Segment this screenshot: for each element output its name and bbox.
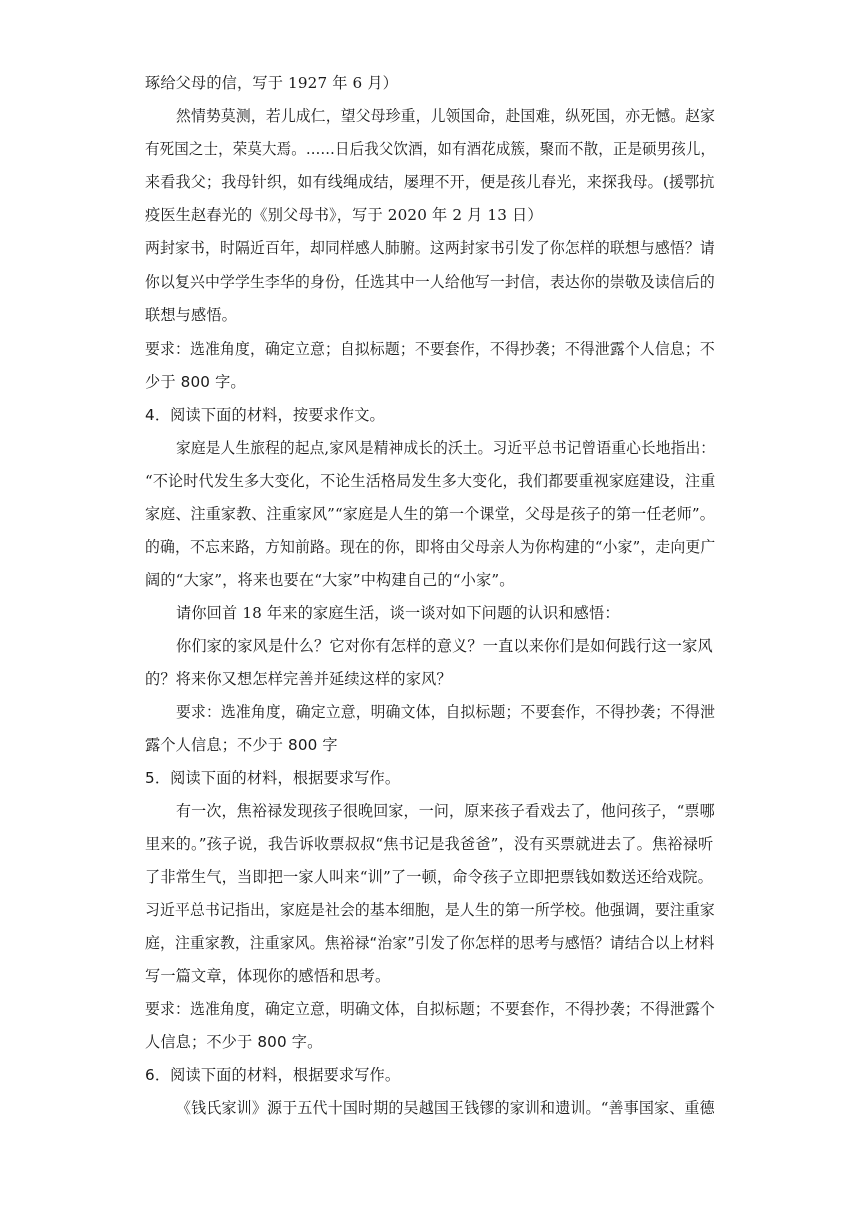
text-line: 你们家的家风是什么？它对你有怎样的意义？一直以来你们是如何践行这一家风 (176, 637, 713, 655)
text-line: 家庭、注重家教、注重家风”“家庭是人生的第一个课堂，父母是孩子的第一任老师”。 (145, 505, 715, 523)
text-line: 要求：选准角度，确定立意，明确文体，自拟标题；不要套作，不得抄袭；不得泄 (176, 703, 716, 721)
text-line: 家庭是人生旅程的起点,家风是精神成长的沃土。习近平总书记曾语重心长地指出： (176, 439, 716, 457)
text-line: 的？将来你又想怎样完善并延续这样的家风？ (145, 670, 452, 688)
text-line: 来看我父；我母针织，如有线绳成结，屡理不开，便是孩儿春光，来探我母。(援鄂抗 (145, 173, 715, 191)
text-line: 里来的。”孩子说，我告诉收票叔叔“焦书记是我爸爸”，没有买票就进去了。焦裕禄听 (145, 835, 714, 853)
text-line: 习近平总书记指出，家庭是社会的基本细胞，是人生的第一所学校。他强调，要注重家 (145, 901, 715, 919)
text-line: 然情势莫测，若儿成仁，望父母珍重，儿领国命，赴国难，纵死国，亦无憾。赵家 (176, 107, 716, 125)
text-line: 两封家书，时隔近百年，却同样感人肺腑。这两封家书引发了你怎样的联想与感悟？请 (145, 239, 715, 257)
text-line: 人信息；不少于 800 字。 (145, 1033, 323, 1051)
text-line: 联想与感悟。 (145, 306, 238, 324)
text-line: 写一篇文章，体现你的感悟和思考。 (145, 967, 391, 985)
text-line: 少于 800 字。 (145, 373, 246, 391)
text-line: 要求：选准角度，确定立意；自拟标题；不要套作，不得抄袭；不得泄露个人信息；不 (145, 340, 715, 358)
text-line: 你以复兴中学学生李华的身份，任选其中一人给他写一封信，表达你的崇敬及读信后的 (145, 273, 715, 291)
text-line: 《钱氏家训》源于五代十国时期的吴越国王钱镠的家训和遗训。“善事国家、重德 (176, 1099, 715, 1117)
text-line: 要求：选准角度，确定立意，明确文体，自拟标题；不要套作，不得抄袭；不得泄露个 (145, 1000, 715, 1018)
text-line: 琢给父母的信，写于 1927 年 6 月） (145, 74, 399, 92)
question-heading: 5．阅读下面的材料，根据要求写作。 (145, 769, 401, 787)
text-line: 疫医生赵春光的《别父母书》，写于 2020 年 2 月 13 日） (145, 206, 543, 224)
text-line: 露个人信息；不少于 800 字 (145, 736, 338, 754)
text-line: 请你回首 18 年来的家庭生活，谈一谈对如下问题的认识和感悟： (176, 604, 620, 622)
text-line: 有一次，焦裕禄发现孩子很晚回家，一问，原来孩子看戏去了，他问孩子，“票哪 (176, 802, 715, 820)
text-line: 的确，不忘来路，方知前路。现在的你，即将由父母亲人为你构建的“小家”，走向更广 (145, 538, 716, 556)
question-heading: 6．阅读下面的材料，根据要求写作。 (145, 1066, 401, 1084)
text-line: 阔的“大家”，将来也要在“大家”中构建自己的“小家”。 (145, 571, 515, 589)
text-line: “不论时代发生多大变化，不论生活格局发生多大变化，我们都要重视家庭建设，注重 (145, 472, 716, 490)
question-heading: 4．阅读下面的材料，按要求作文。 (145, 406, 385, 424)
text-line: 有死国之士，荣莫大焉。……日后我父饮酒，如有酒花成簇，聚而不散，正是硕男孩儿， (145, 140, 716, 158)
text-line: 庭，注重家教，注重家风。焦裕禄“治家”引发了你怎样的思考与感悟？请结合以上材料 (145, 934, 715, 952)
text-line: 了非常生气，当即把一家人叫来“训”了一顿，命令孩子立即把票钱如数送还给戏院。 (145, 868, 713, 886)
